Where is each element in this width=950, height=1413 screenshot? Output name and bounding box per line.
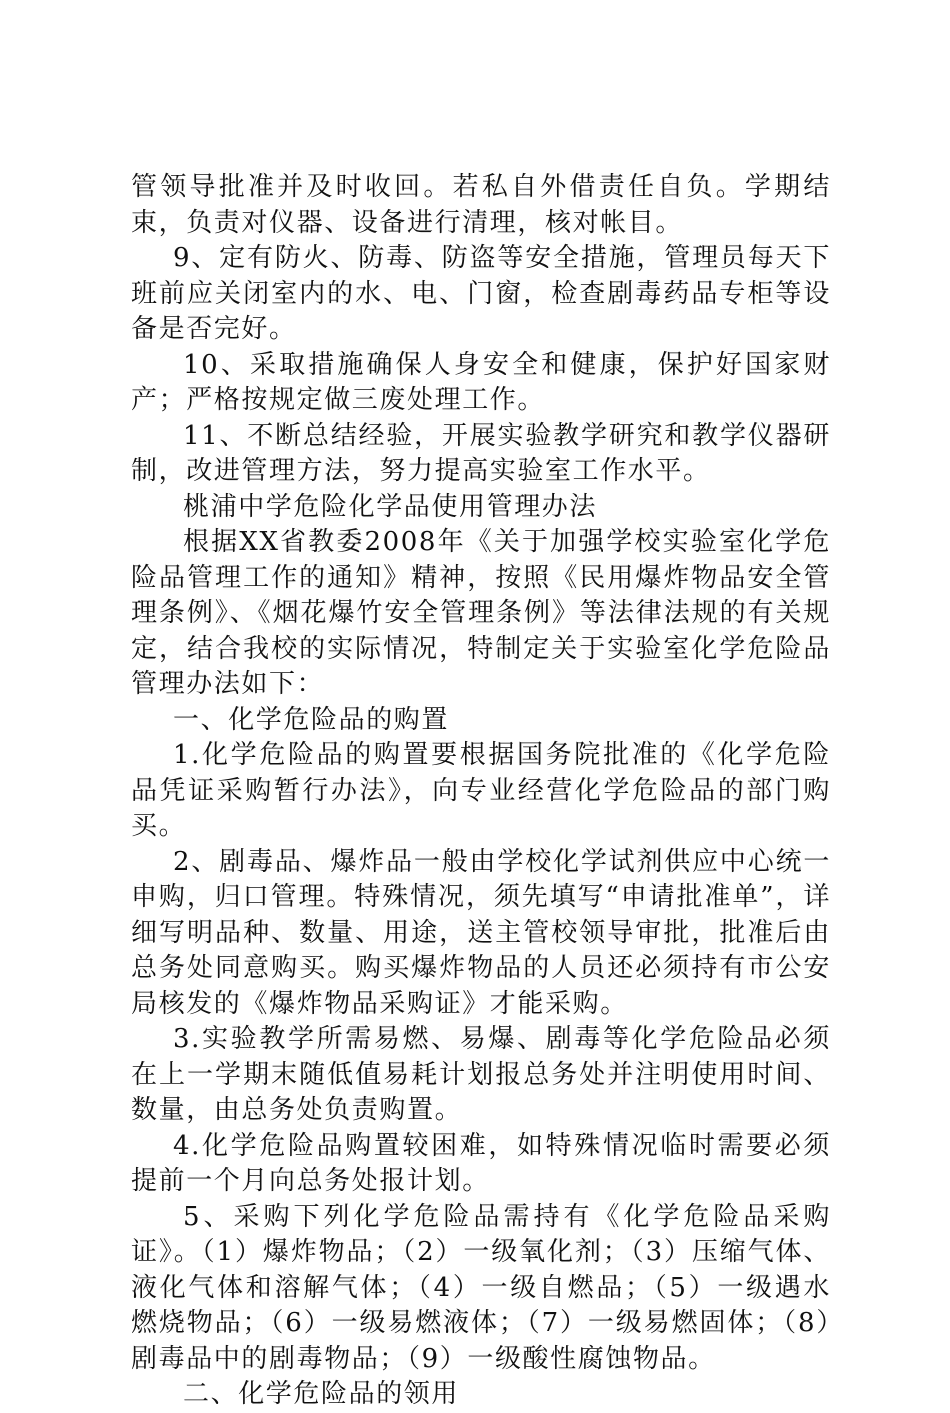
heading-purchase: 一、化学危险品的购置 [173,704,450,735]
paragraph-item-10: 10、采取措施确保人身安全和健康，保护好国家财产；严格按规定做三废处理工作。 [131,349,831,415]
document-body [131,170,831,1413]
paragraph-continuation: 管领导批准并及时收回。若私自外借责任自负。学期结束，负责对仪器、设备进行清理，核对帐目。 [131,172,831,238]
section-title: 桃浦中学危险化学品使用管理办法 [183,491,598,522]
paragraph-intro: 根据XX省教委2008年《关于加强学校实验室化学危险品管理工作的通知》精神，按照《民用爆炸物品安全管理条例》、《烟花爆竹安全管理条例》等法律法规的有关规定，结合我校的实际情况，特制定关于实验室化学危险品管理办法如下： [131,527,831,699]
paragraph-purchase-5: 5、采购下列化学危险品需持有《化学危险品采购证》。（1）爆炸物品；（2）一级氧化剂；（3）压缩气体、液化气体和溶解气体；（4）一级自燃品；（5）一级遇水燃烧物品；（6）一级易燃液体；（7）一级易燃固体；（8）剧毒品中的剧毒物品；（9）一级酸性腐蚀物品。 [131,1201,831,1374]
heading-usage: 二、化学危险品的领用 [183,1379,460,1409]
paragraph-item-11: 11、不断总结经验，开展实验教学研究和教学仪器研制，改进管理方法，努力提高实验室工作水平。 [131,420,831,486]
paragraph-purchase-3: 3.实验教学所需易燃、易爆、剧毒等化学危险品必须在上一学期末随低值易耗计划报总务处并注明使用时间、数量，由总务处负责购置。 [131,1024,831,1125]
paragraph-purchase-1: 1.化学危险品的购置要根据国务院批准的《化学危险品凭证采购暂行办法》，向专业经营化学危险品的部门购买。 [131,740,831,841]
paragraph-purchase-2: 2、剧毒品、爆炸品一般由学校化学试剂供应中心统一申购，归口管理。特殊情况，须先填写“申请批准单”，详细写明品种、数量、用途，送主管校领导审批，批准后由总务处同意购买。购买爆炸物品的人员还必须持有市公安局核发的《爆炸物品采购证》才能采购。 [131,846,831,1019]
paragraph-item-9: 9、定有防火、防毒、防盗等安全措施，管理员每天下班前应关闭室内的水、电、门窗，检查剧毒药品专柜等设备是否完好。 [131,243,831,344]
paragraph-purchase-4: 4.化学危险品购置较困难，如特殊情况临时需要必须提前一个月向总务处报计划。 [131,1130,831,1196]
